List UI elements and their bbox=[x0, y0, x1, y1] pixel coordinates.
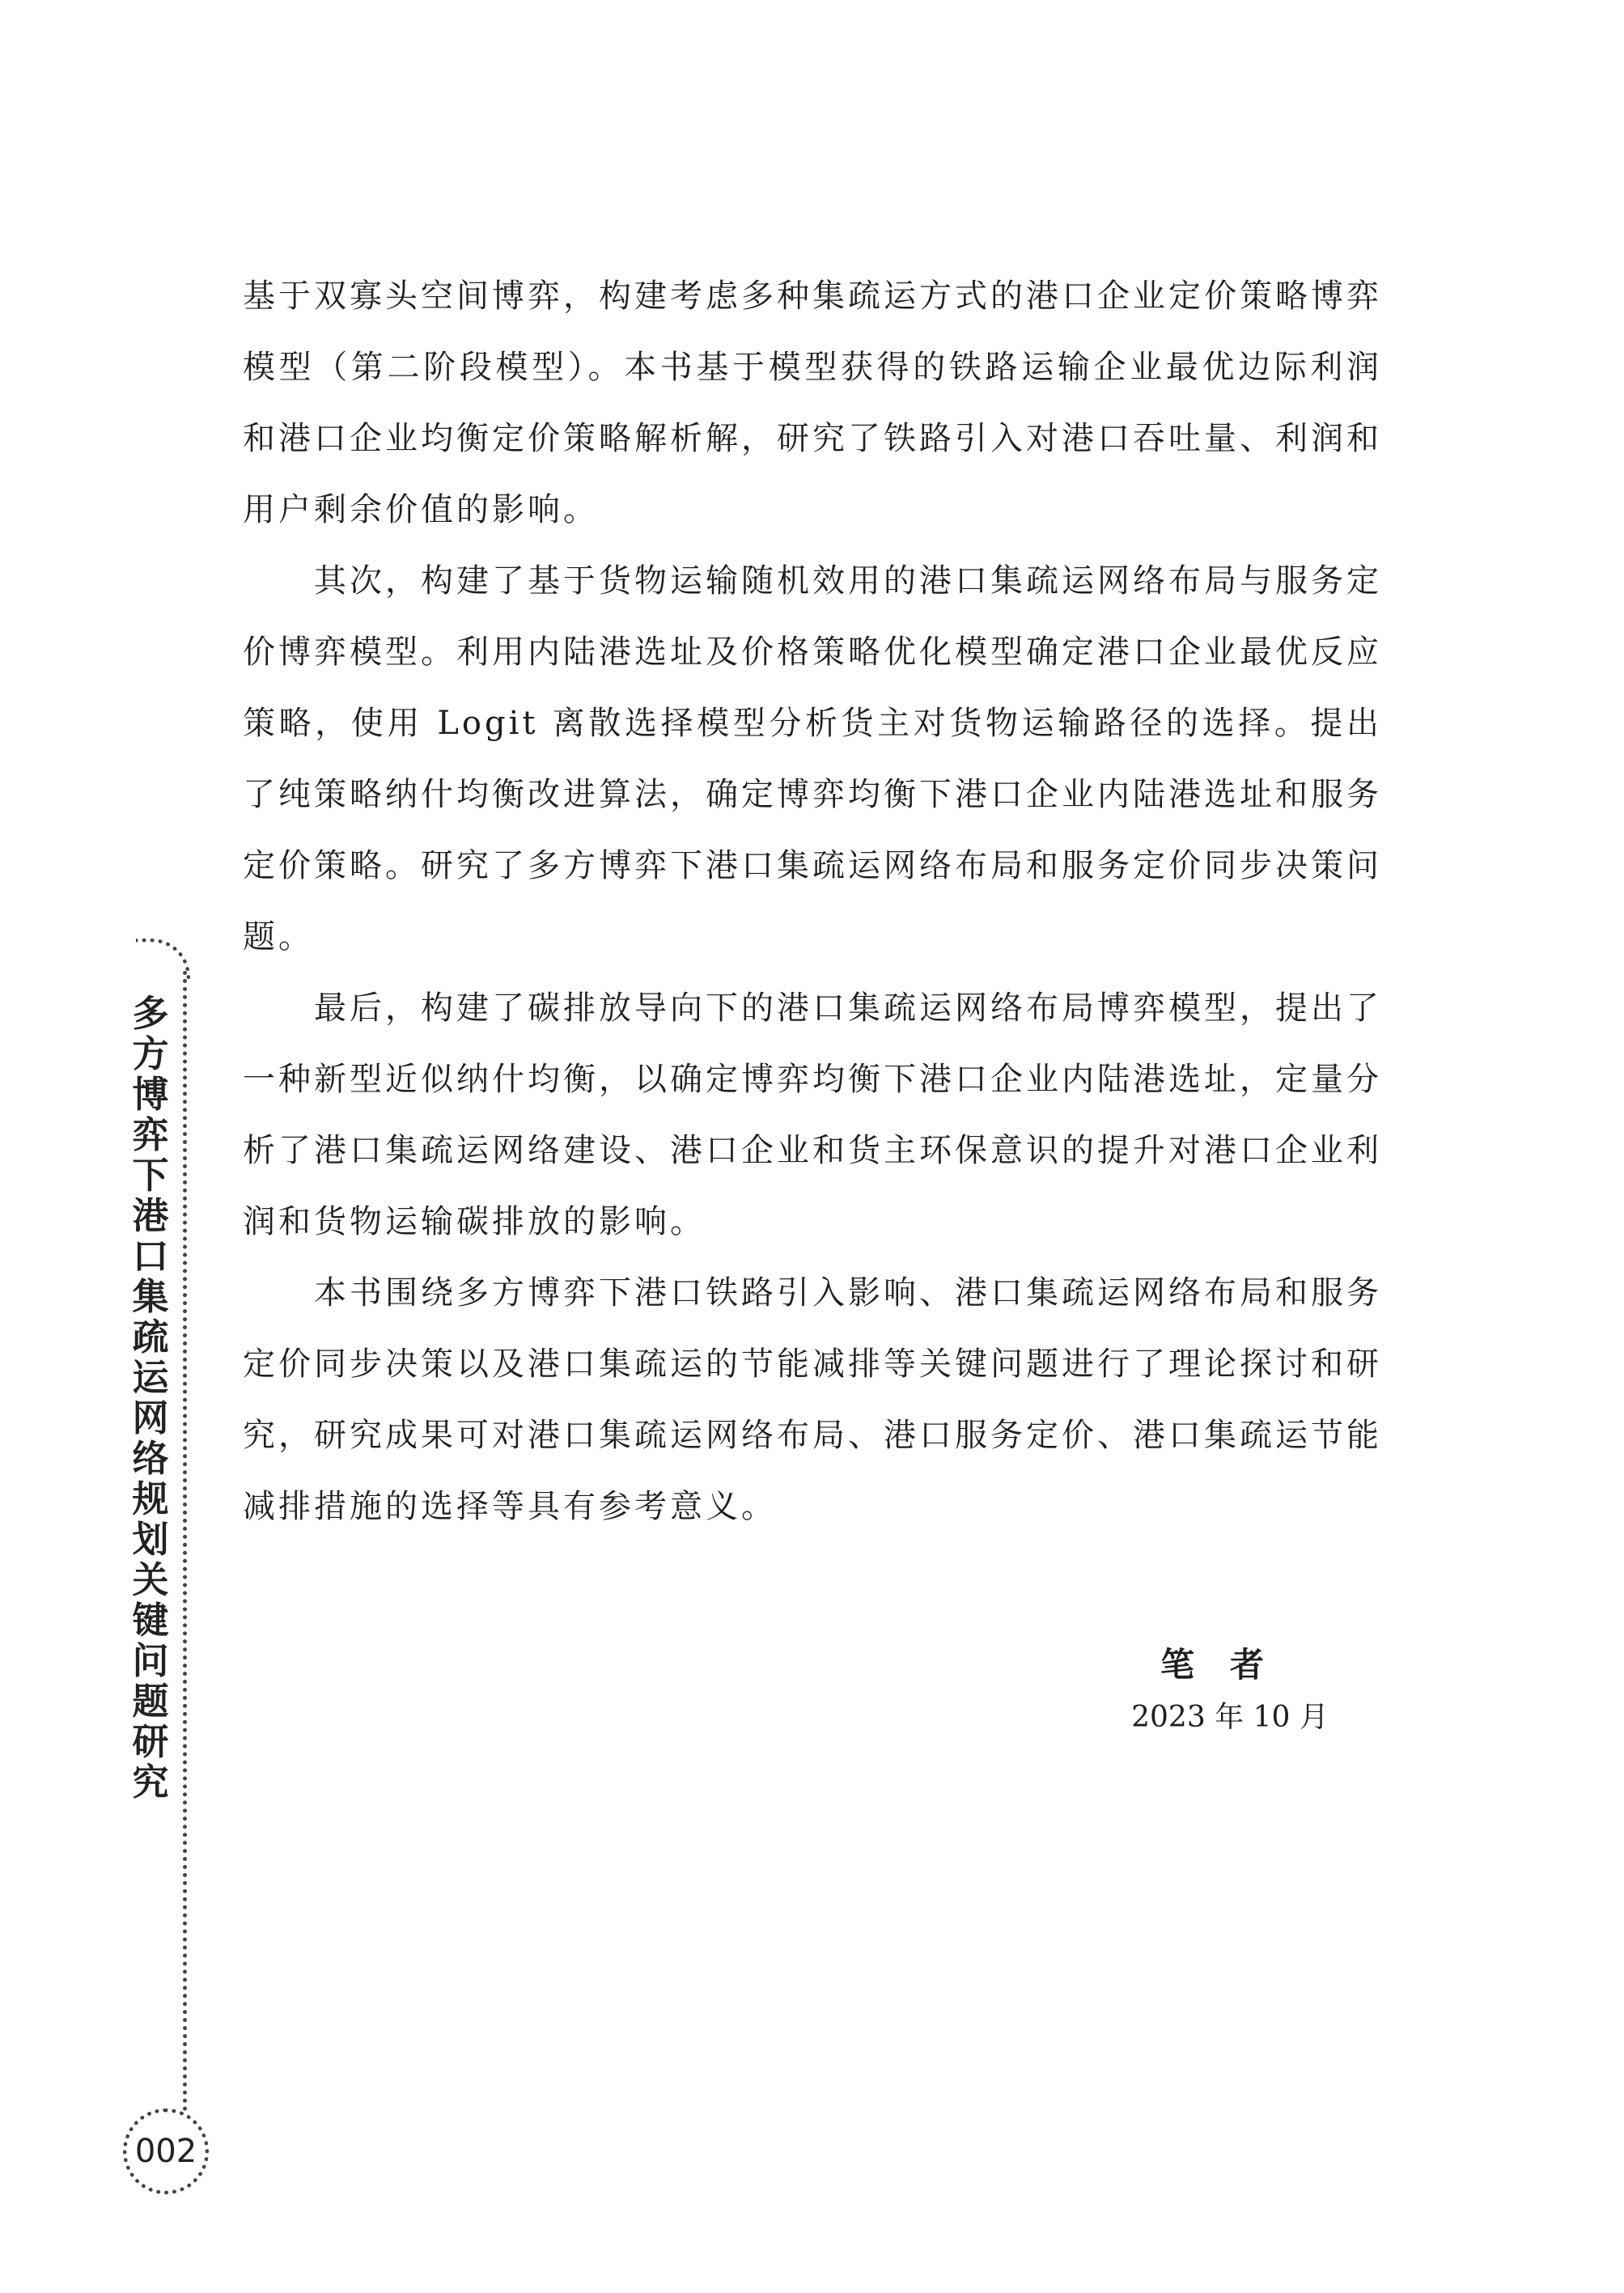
paragraph-1: 基于双寡头空间博弈，构建考虑多种集疏运方式的港口企业定价策略博弈模型（第二阶段模型）。本书基于模型获得的铁路运输企业最优边际利润和港口企业均衡定价策略解析解，研究了铁路引入对港口吞吐量、利润和用户剩余价值的影响。 bbox=[243, 278, 1382, 528]
side-dotted-curve bbox=[136, 939, 190, 981]
paragraph-4: 本书围绕多方博弈下港口铁路引入影响、港口集疏运网络布局和服务定价同步决策以及港口集疏运的节能减排等关键问题进行了理论探讨和研究，研究成果可对港口集疏运网络布局、港口服务定价、港口集疏运节能减排措施的选择等具有参考意义。 bbox=[243, 1274, 1382, 1525]
signature-date: 2023 年 10 月 bbox=[1131, 1701, 1329, 1734]
running-title: 多方博弈下港口集疏运网络规划关键问题研究 bbox=[132, 992, 169, 1803]
paragraph-3: 最后，构建了碳排放导向下的港口集疏运网络布局博弈模型，提出了一种新型近似纳什均衡，以确定博弈均衡下港口企业内陆港选址，定量分析了港口集疏运网络建设、港口企业和货主环保意识的提升对港口企业利润和货物运输碳排放的影响。 bbox=[243, 990, 1382, 1240]
side-dotted-line bbox=[183, 971, 187, 2128]
preface-body bbox=[243, 261, 1382, 1542]
author-signature: 笔者 bbox=[1160, 1645, 1300, 1685]
page-number: 002 bbox=[123, 2109, 209, 2194]
paragraph-2: 其次，构建了基于货物运输随机效用的港口集疏运网络布局与服务定价博弈模型。利用内陆港选址及价格策略优化模型确定港口企业最优反应策略，使用 Logit 离散选择模型分析货主对货物运输路径的选择。提出了纯策略纳什均衡改进算法，确定博弈均衡下港口企业内陆港选址和服务定价策略。研究了多方博弈下港口集疏运网络布局和服务定价同步决策问题。 bbox=[243, 562, 1382, 956]
